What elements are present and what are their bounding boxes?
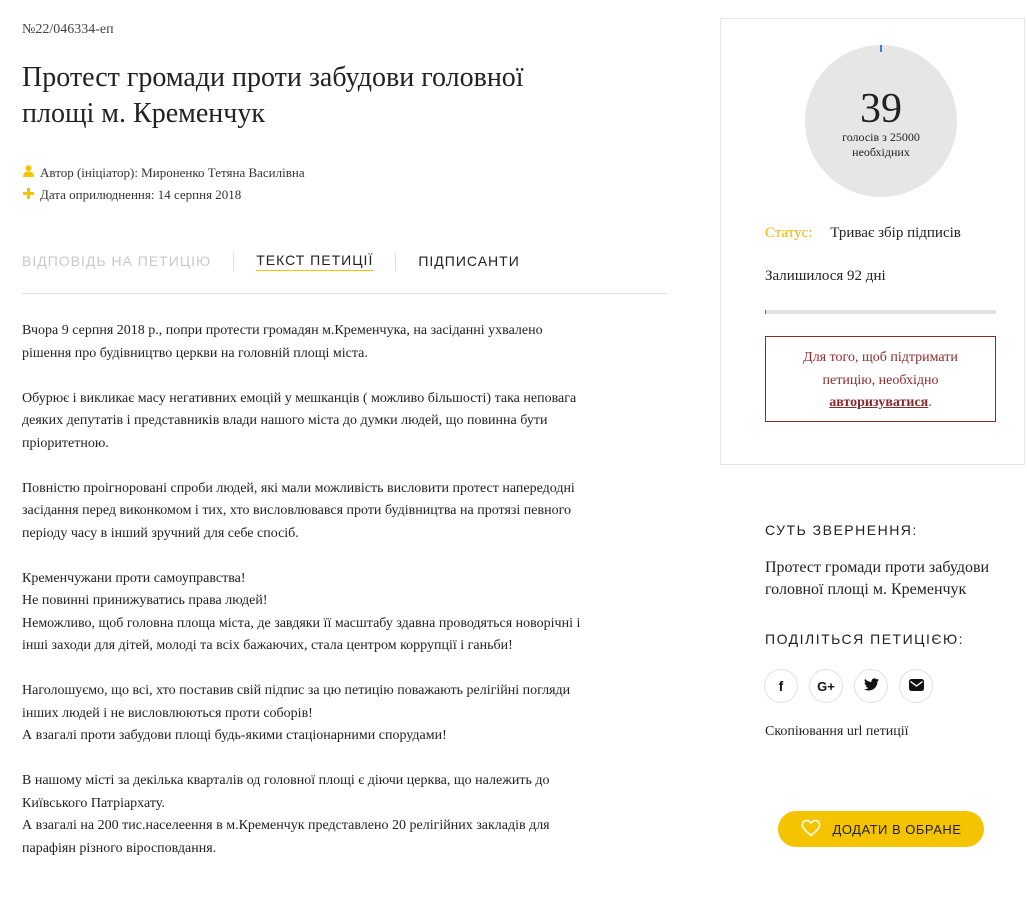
add-to-favorites-label: ДОДАТИ В ОБРАНЕ	[832, 821, 962, 837]
tabs-divider-line	[22, 293, 667, 294]
body-line: парафіян різного віросповдання.	[22, 840, 217, 856]
body-line: періоду часу в інший зручний для себе спосіб.	[22, 525, 299, 541]
vote-caption-line-1: голосів з 25000	[842, 130, 920, 144]
body-line: пріоритетною.	[22, 435, 109, 451]
signature-progress-bar	[765, 310, 996, 314]
status-label: Статус:	[765, 225, 813, 241]
page-title	[22, 60, 642, 132]
share-heading: ПОДІЛІТЬСЯ ПЕТИЦІЄЮ:	[765, 631, 964, 647]
envelope-icon	[909, 678, 924, 695]
facebook-share-button[interactable]	[764, 669, 798, 703]
tab-response[interactable]: ВІДПОВІДЬ НА ПЕТИЦІЮ	[22, 252, 212, 269]
author-row	[22, 165, 305, 181]
body-paragraph	[22, 388, 667, 456]
plus-icon	[22, 188, 34, 203]
vote-count-caption	[820, 130, 942, 160]
essence-text	[765, 557, 1025, 601]
google-plus-share-button[interactable]	[809, 669, 843, 703]
body-paragraph	[22, 770, 667, 860]
twitter-share-button[interactable]	[854, 669, 888, 703]
body-line: Повністю проігноровані спроби людей, які мали можливість висловити протест напередодні	[22, 480, 575, 496]
heart-icon	[801, 819, 833, 840]
tab-signers[interactable]: ПІДПИСАНТИ	[418, 252, 520, 269]
body-paragraph	[22, 568, 667, 658]
google-plus-icon: G+	[817, 678, 835, 694]
email-share-button[interactable]	[899, 669, 933, 703]
auth-link-row	[766, 392, 995, 415]
body-line: рішення про будівництво церкви на головній площі міста.	[22, 345, 368, 361]
facebook-icon: f	[778, 678, 784, 694]
auth-text-line-1: Для того, щоб підтримати	[803, 350, 958, 365]
petition-tabs	[22, 252, 520, 271]
body-line: Неможливо, щоб головна площа міста, де завдяки її масштабу здавна проводяться новорічні і	[22, 615, 581, 631]
author-text: Автор (ініціатор): Мироненко Тетяна Василівна	[40, 165, 305, 180]
body-line: Вчора 9 серпня 2018 р., попри протести громадян м.Кременчука, на засіданні ухвалено	[22, 323, 543, 338]
body-line: А взагалі на 200 тис.населеення в м.Кременчук представлено 20 релігійних закладів для	[22, 818, 550, 833]
user-icon	[22, 165, 34, 181]
tab-divider	[233, 253, 234, 271]
auth-notice	[765, 336, 996, 422]
essence-line-2: головної площі м. Кременчук	[765, 581, 967, 598]
body-line: деяких депутатів і представників влади нашого міста до думки людей, що повинна бути	[22, 413, 548, 428]
tab-text[interactable]: ТЕКСТ ПЕТИЦІЇ	[256, 252, 373, 271]
body-paragraph	[22, 478, 667, 546]
body-line: Кременчужани проти самоуправства!	[22, 570, 246, 586]
essence-line-1: Протест громади проти забудови	[765, 559, 990, 576]
days-left: Залишилося 92 дні	[765, 268, 886, 284]
auth-text-line-2: петицію, необхідно	[822, 372, 939, 388]
auth-link[interactable]: авторизуватися	[829, 395, 929, 410]
essence-heading: СУТЬ ЗВЕРНЕННЯ:	[765, 522, 918, 538]
petition-body	[22, 320, 667, 883]
body-line: інші заходи для дітей, молоді та всіх бажаючих, стала центром коррупції і ганьби!	[22, 638, 513, 653]
body-paragraph	[22, 680, 667, 748]
body-line: Не повинні принижуватись права людей!	[22, 593, 268, 608]
status-row	[765, 225, 961, 242]
page-title-line-2: площі м. Кременчук	[22, 98, 265, 129]
vote-progress-arc	[880, 45, 882, 52]
body-line: Київського Патріархату.	[22, 795, 165, 811]
vote-count: 39	[860, 86, 902, 132]
add-to-favorites-button[interactable]	[778, 811, 984, 847]
copy-url-link[interactable]: Скопіювання url петиції	[765, 724, 909, 739]
body-paragraph	[22, 320, 667, 365]
signature-progress-fill	[765, 310, 766, 314]
body-line: інших людей і не висловлюються проти соборів!	[22, 705, 313, 721]
status-value: Триває збір підписів	[830, 225, 961, 241]
body-line: В нашому місті за декілька кварталів од головної площі є діючи церква, що належить до	[22, 773, 550, 788]
petition-number: №22/046334-еп	[22, 22, 114, 37]
page-title-line-1: Протест громади проти забудови головної	[22, 62, 524, 93]
body-line: засідання перед виконкомом і тих, хто висловлювався проти будівництва на протязі певного	[22, 503, 572, 518]
vote-caption-line-2: необхідних	[852, 145, 910, 159]
published-row	[22, 187, 241, 203]
body-line: Наголошуємо, що всі, хто поставив свій підпис за цю петицію поважають релігійні погляди	[22, 683, 571, 698]
published-text: Дата оприлюднення: 14 серпня 2018	[40, 187, 242, 202]
auth-dot: .	[928, 395, 932, 410]
body-line: Обурює і викликає масу негативних емоцій у мешканців ( можливо більшості) така неповага	[22, 390, 577, 406]
tab-divider	[395, 253, 396, 271]
twitter-icon	[864, 678, 879, 694]
body-line: А взагалі проти забудови площі будь-якими стаціонарними спорудами!	[22, 728, 447, 743]
